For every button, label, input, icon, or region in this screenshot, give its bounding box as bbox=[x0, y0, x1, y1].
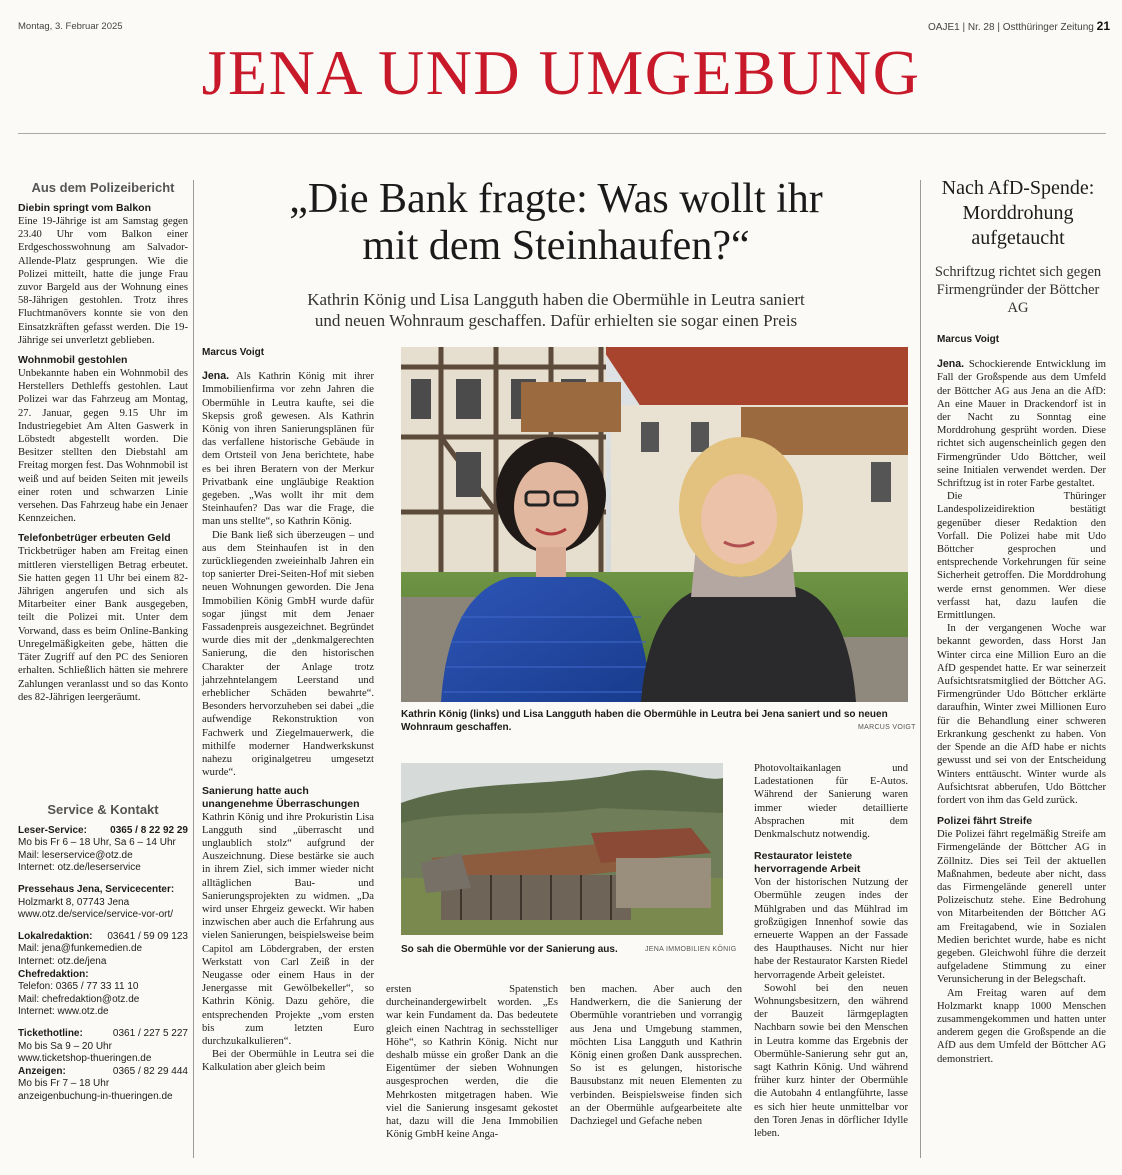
anzeigen-hours: Mo bis Fr 7 – 18 Uhr bbox=[18, 1078, 110, 1090]
article-paragraph: Als Kathrin König mit ihrer Immobilienfirma vor zehn Jahren die Obermühle in Leutra kaufte, sei die Skepsis groß gewesen. Als Kathrin König von ihren Sanierungsplänen für das verfallene historische Gebäude in dem Ortsteil von Jena berichtete, habe es bei ihren Beratern von der Merkur Privatbank eine ungläubige Reaktion gegeben. „Was wollt ihr mit dem Steinhaufen? Das war die Frage, die man uns stellte“, so Kathrin König. bbox=[202, 371, 374, 528]
article-subline-line1: Kathrin König und Lisa Langguth haben die Obermühle in Leutra saniert bbox=[307, 290, 805, 309]
side-article-paragraph: In der vergangenen Woche war bekannt geworden, dass Horst Jan Winter circa eine Million Euro an die AfD gespendet hatte. Er war seinerzeit Aufsichtsratsmitglied der Böttcher AG. Firmengründer Udo Böttcher erklärte daraufhin, Winter zwei Millionen Euro für die Behandlung einer schweren Erkrankung geschenkt zu haben. Von der Spende an die AfD habe er nichts gewusst und sei von der Entscheidung Winters enttäuscht. Winter wurde als Aufsichtsrat abberufen, Udo Böttcher fordert von ihm das Geld zurück. bbox=[937, 623, 1106, 806]
police-item-text: Trickbetrüger haben am Freitag einen mittleren vierstelligen Betrag erbeutet. Sie hatten gegen 11 Uhr bei einem 82-Jährigen angerufen und sich als Mitarbeiter einer Bank ausgegeben, teilt die Polizei mit. Unter dem Vorwand, dass es beim Online-Banking Unregelmäßigkeiten gebe, hätten die Täter Zugriff auf den PC des Senioren erhalten. Schließlich hätten sie mehrere Zahlungen veranlasst und so das Konto des 82-Jährigen leergeräumt. bbox=[18, 546, 188, 703]
edition-info bbox=[928, 19, 1110, 33]
leser-phone: 0365 / 8 22 92 29 bbox=[110, 824, 188, 836]
article-paragraph: Photovoltaikanlagen und Ladestationen für E-Autos. Während der Sanierung waren immer wieder detaillierte Absprachen mit dem Denkmalschutz notwendig. bbox=[754, 763, 908, 841]
side-article-paragraph: Am Freitag waren auf dem Holzmarkt knapp 1000 Menschen zusammengekommen und hatten unter anderem gegen die Großspende an die AfD aus dem Umfeld der Böttcher AG demonstriert. bbox=[937, 987, 1106, 1065]
article-headline-line2: mit dem Steinhaufen?“ bbox=[362, 223, 750, 269]
lokal-mail[interactable]: Mail: jena@funkemedien.de bbox=[18, 943, 143, 955]
article-subline-line2: und neuen Wohnraum geschaffen. Dafür erhielten sie sogar einen Preis bbox=[314, 311, 798, 330]
column-divider-left bbox=[193, 180, 194, 1158]
chef-mail[interactable]: Mail: chefredaktion@otz.de bbox=[18, 993, 140, 1005]
service-contact bbox=[18, 804, 188, 1103]
edition-label: OAJE1 | Nr. 28 | Ostthüringer Zeitung bbox=[928, 22, 1094, 33]
column-divider-right bbox=[920, 180, 921, 1158]
police-item-text: Eine 19-Jährige ist am Samstag gegen 23.40 Uhr vom Balkon einer Erdgeschosswohnung am Salvador-Allende-Platz gesprungen. Wie die Polizei mitteilt, hatte die junge Frau zuvor Bargeld aus der Wohnung eines 58-Jährigen gestohlen. Trotz ihres Fluchtmanövers konnte sie von den Einsatzkräften gefasst werden. Die 19-Jährige sei unverletzt geblieben. bbox=[18, 216, 188, 346]
article-column-4 bbox=[754, 762, 908, 1140]
photo-before bbox=[401, 763, 723, 935]
chef-phone: Telefon: 0365 / 77 33 11 10 bbox=[18, 981, 139, 993]
article-dateline: Jena. bbox=[202, 370, 230, 383]
police-item-title: Wohnmobil gestohlen bbox=[18, 354, 128, 367]
ticket-phone: 0361 / 227 5 227 bbox=[112, 1027, 188, 1039]
article-subline bbox=[220, 289, 892, 331]
side-article-paragraph: Schockierende Entwicklung im Fall der Großspende aus dem Umfeld der Böttcher AG aus Jena an die AfD: An eine Mauer in Drackendorf ist in der Nacht zu Sonntag eine Morddrohung gesprüht worden. Diese richtet sich augenscheinlich gegen den Firmengründer Udo Böttcher, weil seine Initialen verwendet werden. Der Schriftzug ist in roter Farbe gestaltet. bbox=[937, 359, 1106, 490]
article-author: Marcus Voigt bbox=[202, 347, 265, 358]
side-article-subheading: Polizei fährt Streife bbox=[937, 815, 1033, 828]
police-report bbox=[18, 180, 188, 704]
chef-label: Chefredaktion: bbox=[18, 968, 89, 980]
photo-owners bbox=[401, 347, 908, 702]
side-article-headline: Nach AfD-Spende: Morddrohung aufgetaucht bbox=[941, 177, 1095, 249]
side-article-dateline: Jena. bbox=[937, 358, 965, 371]
photo-before-image bbox=[401, 763, 723, 935]
ticket-web[interactable]: www.ticketshop-thueringen.de bbox=[18, 1053, 152, 1065]
article-column-1 bbox=[202, 346, 374, 1075]
photo-before-caption: So sah die Obermühle vor der Sanierung aus. bbox=[401, 944, 618, 955]
article-paragraph: Von der historischen Nutzung der Obermühle zeugen indes der Mühlgraben und das Mühlrad im großzügigen Innenhof sowie das erneuerte Wappen an der Fassade des Haupthauses. Nicht nur hier habe der Restaurator Karsten Riedel hervorragende Arbeit geleistet. bbox=[754, 877, 908, 981]
photo-owners-image bbox=[401, 347, 908, 702]
section-title: JENA UND UMGEBUNG bbox=[201, 37, 921, 108]
police-heading: Aus dem Polizeibericht bbox=[31, 180, 175, 195]
side-article-body bbox=[937, 333, 1106, 1066]
article-paragraph: Sowohl bei den neuen Wohnungsbesitzern, den während der Bauzeit lärmgeplagten Nachbarn sowie bei den Menschen in Leutra komme das Ergebnis der Obermühle-Sanierung sehr gut an, sagt Kathrin König. Und während früher kurz hinter der Obermühle die Autobahn 4 entlangführte, lasse es sich hier heute unmittelbar vor den Toren Jenas in dörflicher Idylle leben. bbox=[754, 982, 908, 1140]
leser-web[interactable]: Internet: otz.de/leserservice bbox=[18, 862, 141, 874]
presse-address: Holzmarkt 8, 07743 Jena bbox=[18, 896, 130, 908]
article-paragraph: Die Bank ließ sich überzeugen – und aus dem Steinhaufen ist in den zurückliegenden zweieinhalb Jahren ein top sanierter Drei-Seiten-Hof mit sieben neuen Wohnungen geworden. Die Jena Immobilien König GmbH wurde dafür sogar jüngst mit dem Jenaer Fassadenpreis ausgezeichnet. Begründet wurde dies mit der „denkmalgerechten Sanierung, die den historischen Charakter der Anlage trotz jahrzehntelangem Leerstand und erheblicher Schäden bewahrte“. Besonders hervorzuheben sei dabei „die aufwendige Rekonstruktion von Fachwerk und Ziegelmauerwerk, die mithilfe moderner Handwerkskunst nahezu originalgetreu umgesetzt wurde“. bbox=[202, 529, 374, 779]
service-heading: Service & Kontakt bbox=[47, 802, 159, 817]
leser-label: Leser-Service: bbox=[18, 824, 87, 836]
lokal-label: Lokalredaktion: bbox=[18, 930, 93, 942]
side-article-author: Marcus Voigt bbox=[937, 334, 1000, 345]
anzeigen-phone: 0365 / 82 29 444 bbox=[112, 1065, 188, 1077]
chef-web[interactable]: Internet: www.otz.de bbox=[18, 1006, 109, 1018]
police-item-title: Diebin springt vom Balkon bbox=[18, 202, 152, 214]
article-headline bbox=[200, 176, 912, 270]
article-paragraph: Kathrin König und ihre Prokuristin Lisa Langguth sind „überrascht und unglaublich stolz“ aufgrund der Auszeichnung. Diese bestärke sie auch in ihrem Ziel, sich immer wieder nicht alltäglichen Bau- und Sanierungsprojekten zu widmen. „Da wird unser Ehrgeiz geweckt. Wir haben inzwischen aber auch die Erfahrung aus vielen Sanierungen, beispielsweise beim Capitol am Löbdergraben, der ersten Werkstatt von Carl Zeiß in der Neugasse oder einem Haus in der Jenergasse mit Gewölbekeller“, so Kathrin König. Dazu gehöre, die entsprechenden Projekte „vom ersten bis zum letzten Euro durchzukalkulieren“. bbox=[202, 811, 374, 1047]
article-paragraph: ben machen. Aber auch den Handwerkern, die die Sanierung der Obermühle vorantrieben und vorrangig aus Jena und Umgebung stammen, möchten Lisa Langguth und Kathrin König einen großen Dank aussprechen. So ist es gelungen, historische Bausubstanz mit neuen Elementen zu verbinden. Beispielsweise finden sich an der Obermühle aufgearbeitete alte Dachziegel und Gefache neben bbox=[570, 984, 742, 1128]
page-number: 21 bbox=[1096, 19, 1110, 33]
leser-mail[interactable]: Mail: leserservice@otz.de bbox=[18, 849, 133, 861]
article-paragraph: ersten Spatenstich durcheinandergewirbelt worden. „Es war kein Fundament da. Das bedeutete gleich einen Nachtrag in sechsstelliger Höhe“, so Kathrin König. Nicht nur deshalb müsse ein großer Dank an die Eigentümer der sieben Wohnungen ausgesprochen werden, die die Mehrkosten mitgetragen haben. Wie viel die Sanierung insgesamt gekostet hat, dazu will die Jena Immobilien König GmbH keine Anga- bbox=[386, 984, 558, 1141]
side-article-paragraph: Die Thüringer Landespolizeidirektion bestätigt gegenüber dieser Redaktion den Vorfall. Die Polizei habe mit Udo Böttcher gesprochen und entsprechende Vorkehrungen für seine Sicherheit getroffen. Die Morddrohung werde ernst genommen. Wer diese verfasst hat, dazu laufen die Ermittlungen. bbox=[937, 491, 1106, 622]
article-subheading: Restaurator leistete hervorragende Arbeit bbox=[754, 850, 861, 876]
article-column-3 bbox=[570, 983, 742, 1128]
side-article-paragraph: Die Polizei fährt regelmäßig Streife am Firmengelände der Böttcher AG in Zöllnitz. Dies sei Teil der aktuellen Maßnahmen, bedeute aber nicht, dass das Firmengelände generell unter Polizeischutz stehe. Eine Bedrohung von Mitarbeitenden der Böttcher AG am Freitagabend, wie in Sozialen Medien berichtet wurde, habe es nicht gegeben. Gleichwohl führe die derzeit aufgeladene Stimmung zu einer Verunsicherung in der Belegschaft. bbox=[937, 829, 1106, 986]
header-divider bbox=[18, 133, 1106, 134]
police-item-title: Telefonbetrüger erbeuten Geld bbox=[18, 532, 171, 545]
photo-owners-caption: Kathrin König (links) und Lisa Langguth haben die Obermühle in Leutra bei Jena saniert und so neuen Wohnraum geschaffen. bbox=[401, 709, 888, 733]
photo-owners-credit: MARCUS VOIGT bbox=[858, 724, 916, 731]
ticket-hours: Mo bis Sa 9 – 20 Uhr bbox=[18, 1040, 112, 1052]
ticket-label: Tickethotline: bbox=[18, 1027, 83, 1039]
photo-before-credit: JENA IMMOBILIEN KÖNIG bbox=[645, 946, 737, 953]
leser-hours: Mo bis Fr 6 – 18 Uhr, Sa 6 – 14 Uhr bbox=[18, 837, 176, 849]
presse-web[interactable]: www.otz.de/service/service-vor-ort/ bbox=[18, 909, 174, 921]
anzeigen-label: Anzeigen: bbox=[18, 1065, 66, 1077]
side-article-subline: Schriftzug richtet sich gegen Firmengründer der Böttcher AG bbox=[934, 264, 1102, 316]
lokal-web[interactable]: Internet: otz.de/jena bbox=[18, 955, 107, 967]
article-paragraph: Bei der Obermühle in Leutra sei die Kalkulation aber gleich beim bbox=[202, 1049, 374, 1074]
article-column-2 bbox=[386, 983, 558, 1141]
police-item-text: Unbekannte haben ein Wohnmobil des Herstellers Dethleffs gestohlen. Laut Polizei war das Fahrzeug am Montag, 27. Januar, gegen 9.15 Uhr im Industriegebiet Am Alten Gaswerk in Löbstedt abgestellt worden. Die Besitzer stellten den Diebstahl am Freitag morgen fest. Das Wohnmobil ist weiß und auf beiden Seiten mit jeweils einer roten und schwarzen Linie versehen. Das Fahrzeug habe ein Jenaer Kennzeichen. bbox=[18, 368, 188, 525]
article-subheading: Sanierung hatte auch unangenehme Überraschungen bbox=[202, 784, 360, 810]
presse-label: Pressehaus Jena, Servicecenter: bbox=[18, 883, 175, 895]
lokal-phone: 03641 / 59 09 123 bbox=[107, 930, 188, 942]
anzeigen-web[interactable]: anzeigenbuchung-in-thueringen.de bbox=[18, 1090, 173, 1102]
article-headline-line1: „Die Bank fragte: Was wollt ihr bbox=[289, 176, 823, 222]
issue-date: Montag, 3. Februar 2025 bbox=[18, 21, 123, 32]
